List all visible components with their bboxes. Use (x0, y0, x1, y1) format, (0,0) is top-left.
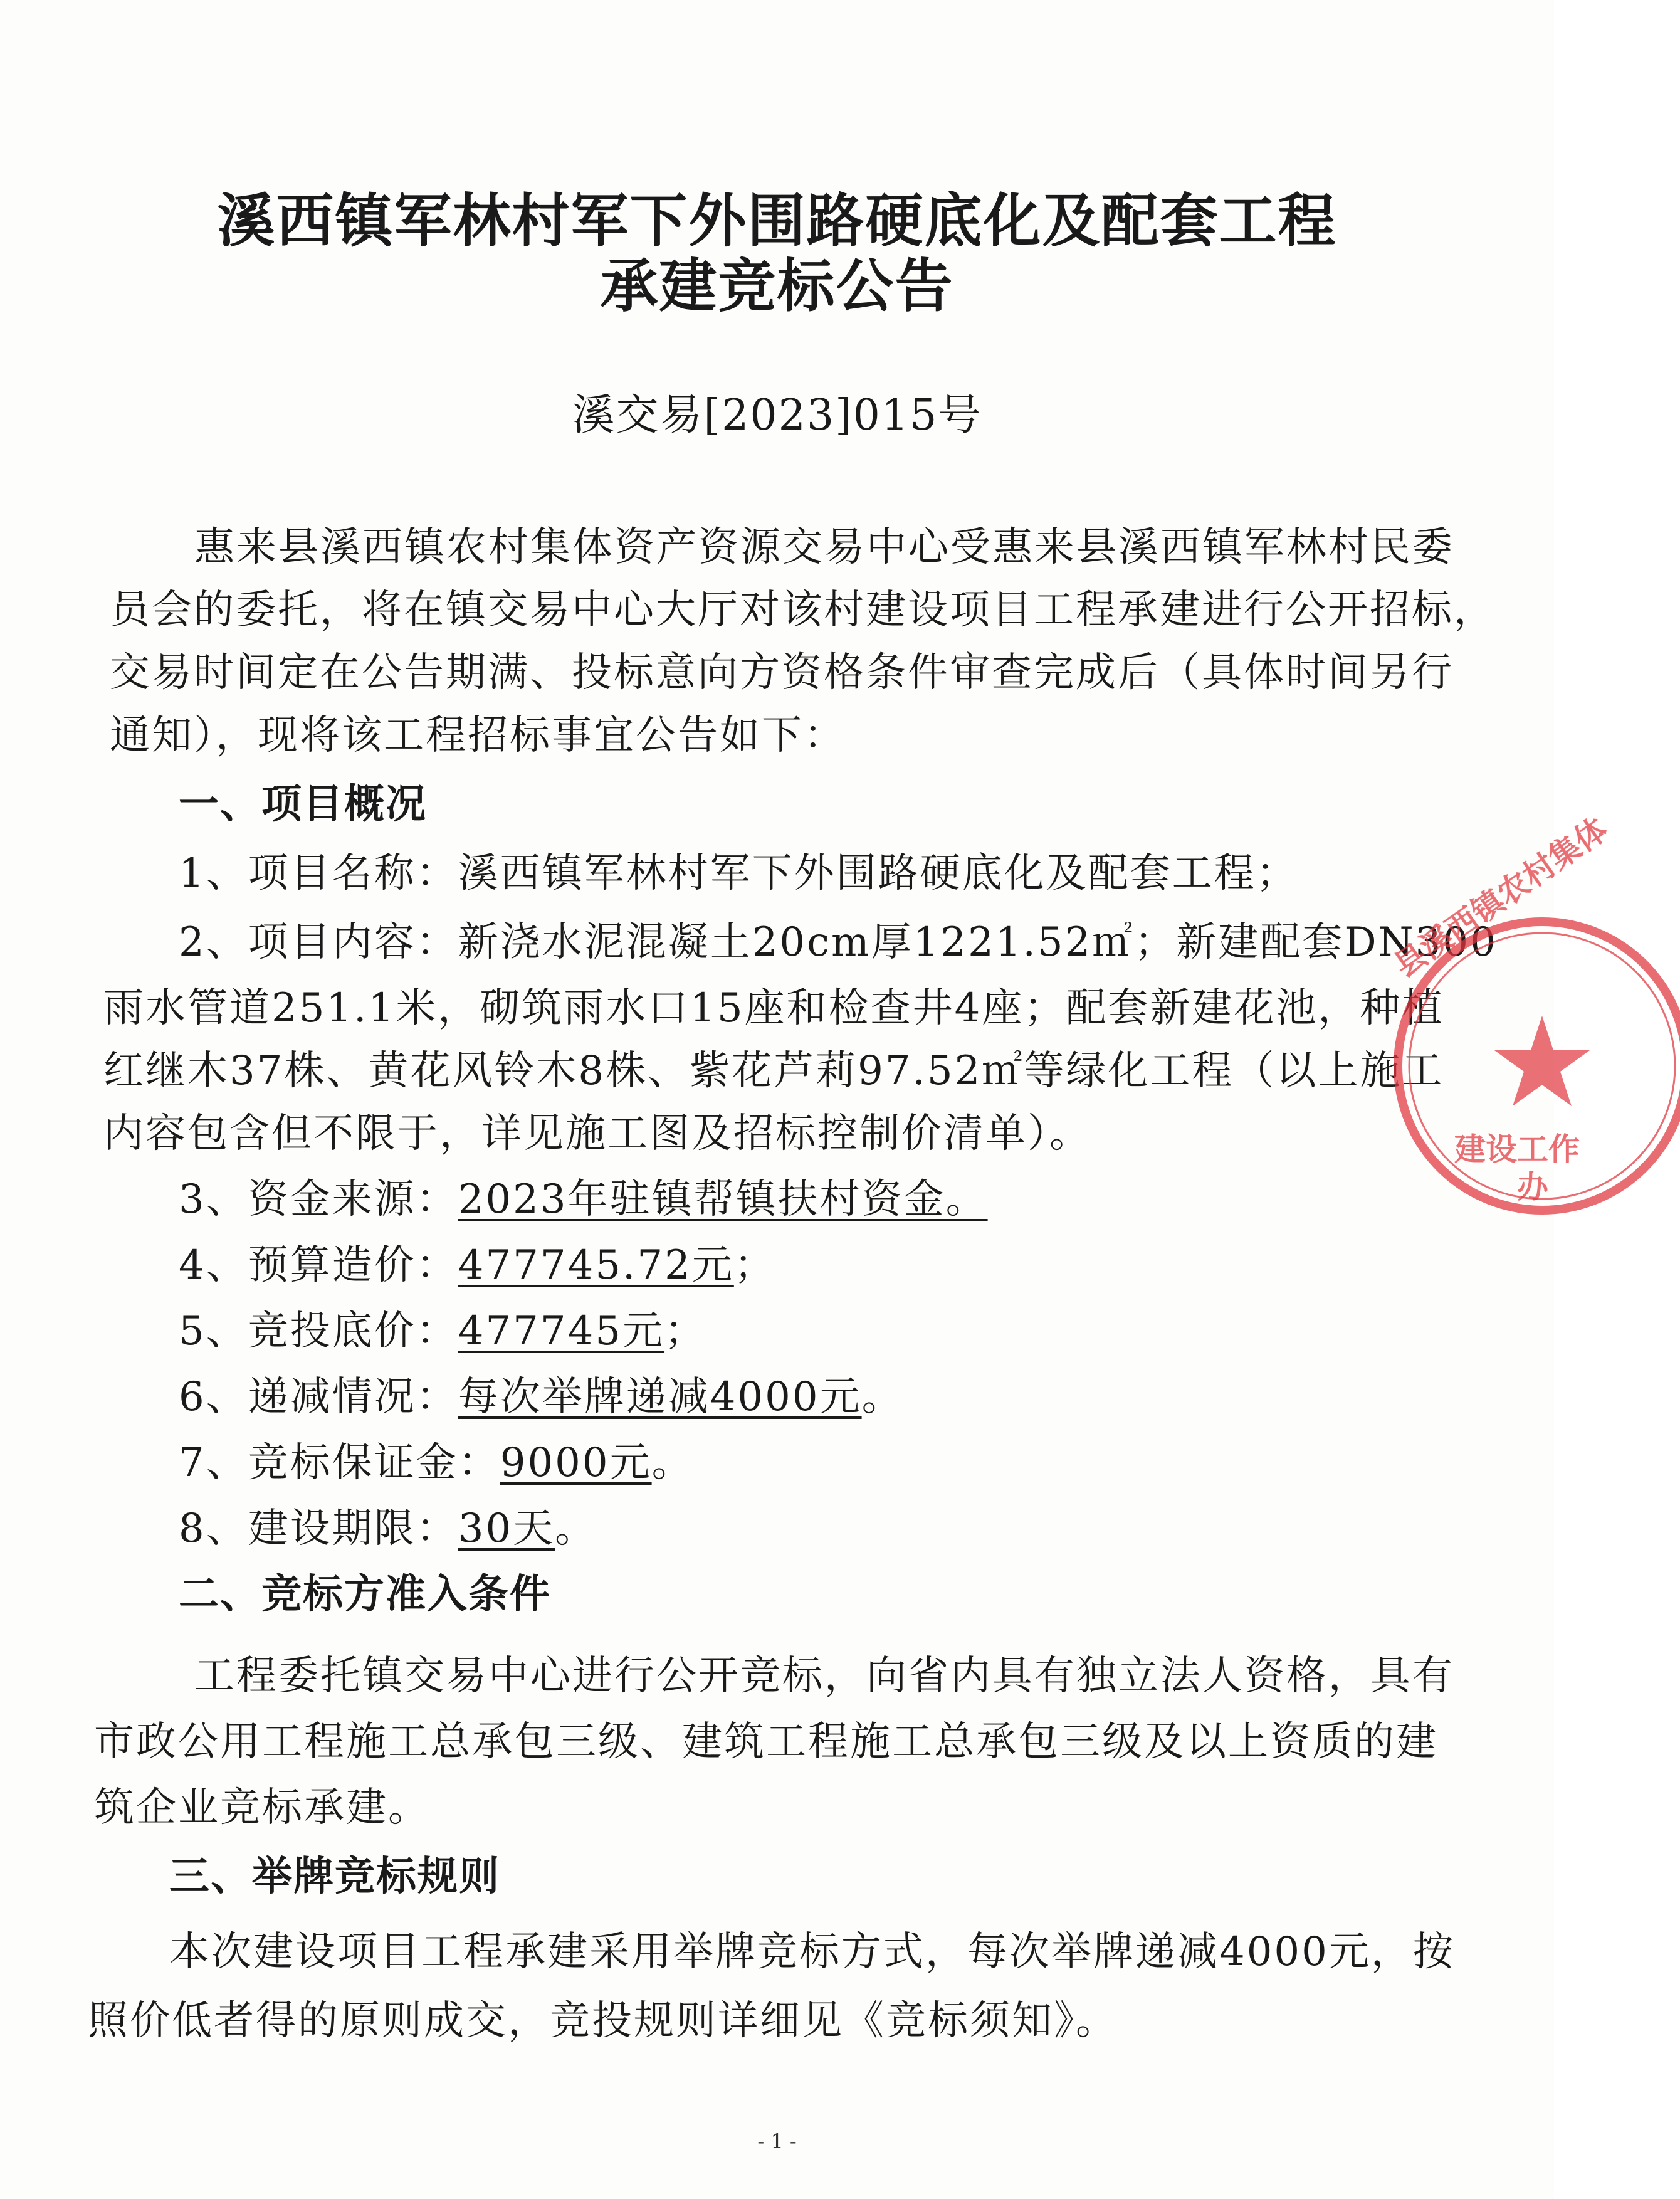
item-base-price (179, 1304, 706, 1358)
base-price-suffix: ； (664, 1308, 707, 1354)
budget-label: 4、预算造价： (179, 1242, 458, 1289)
period-value: 30天 (458, 1506, 555, 1552)
item-construction-period (179, 1502, 597, 1556)
decrement-label: 6、递减情况： (179, 1374, 458, 1420)
budget-value: 477745.72元 (458, 1242, 734, 1289)
decrement-value: 每次举牌递减4000元 (458, 1374, 862, 1420)
fund-source-value: 2023年驻镇帮镇扶村资金。 (458, 1176, 988, 1223)
deposit-suffix: 。 (651, 1440, 694, 1486)
decrement-suffix: 。 (861, 1374, 904, 1420)
section-3-heading: 三、举牌竞标规则 (169, 1854, 500, 1900)
seal-text-bottom: 建设工作 (1454, 1131, 1580, 1168)
period-label: 8、建设期限： (179, 1506, 458, 1552)
intro-line-2: 员会的委托，将在镇交易中心大厅对该村建设项目工程承建进行公开招标， (110, 587, 1496, 633)
item-project-name: 1、项目名称：溪西镇军林村军下外围路硬底化及配套工程； (179, 850, 1298, 897)
page-number: - 1 - (757, 2129, 797, 2153)
item-deposit (179, 1436, 694, 1490)
item-project-content-line-2: 雨水管道251.1米，砌筑雨水口15座和检查井4座；配套新建花池，种植 (103, 985, 1444, 1031)
intro-line-3: 交易时间定在公告期满、投标意向方资格条件审查完成后（具体时间另行 (110, 650, 1454, 696)
section-1-heading: 一、项目概况 (179, 781, 427, 828)
section-2-line-2: 市政公用工程施工总承包三级、建筑工程施工总承包三级及以上资质的建 (94, 1719, 1438, 1765)
seal-text-office: 办 (1517, 1169, 1548, 1205)
deposit-value: 9000元 (500, 1440, 652, 1486)
item-fund-source (179, 1173, 988, 1226)
seal-text-arc: 县溪西镇农村集体 (1387, 810, 1614, 984)
item-project-content-line-1: 2、项目内容：新浇水泥混凝土20cm厚1221.52㎡；新建配套DN300 (179, 919, 1498, 966)
seal-star-icon (1494, 1016, 1590, 1106)
item-project-content-line-4: 内容包含但不限于，详见施工图及招标控制价清单）。 (103, 1110, 1091, 1157)
section-2-heading: 二、竞标方准入条件 (179, 1571, 551, 1618)
section-2-line-1: 工程委托镇交易中心进行公开竞标，向省内具有独立法人资格，具有 (194, 1653, 1454, 1699)
section-3-line-1: 本次建设项目工程承建采用举牌竞标方式，每次举牌递减4000元，按 (169, 1929, 1455, 1975)
intro-line-4: 通知），现将该工程招标事宜公告如下： (110, 712, 846, 759)
intro-line-1: 惠来县溪西镇农村集体资产资源交易中心受惠来县溪西镇军林村民委 (194, 524, 1454, 571)
item-decrement (179, 1370, 904, 1424)
item-budget (179, 1238, 776, 1292)
deposit-label: 7、竞标保证金： (179, 1440, 500, 1486)
title-line-1: 溪西镇军林村军下外围路硬底化及配套工程 (217, 187, 1337, 255)
period-suffix: 。 (555, 1506, 597, 1552)
section-3-line-2: 照价低者得的原则成交，竞投规则详细见《竞标须知》。 (88, 1998, 1118, 2044)
base-price-label: 5、竞投底价： (179, 1308, 458, 1354)
base-price-value: 477745元 (458, 1308, 665, 1354)
fund-source-label: 3、资金来源： (179, 1176, 458, 1223)
budget-suffix: ； (733, 1242, 776, 1289)
official-seal-stamp (1379, 810, 1680, 1248)
item-project-content-line-3: 红继木37株、黄花风铃木8株、紫花芦莉97.52㎡等绿化工程（以上施工 (103, 1048, 1444, 1094)
document-number: 溪交易[2023]015号 (572, 391, 982, 440)
title-line-2: 承建竞标公告 (600, 253, 954, 320)
section-2-line-3: 筑企业竞标承建。 (94, 1785, 430, 1831)
